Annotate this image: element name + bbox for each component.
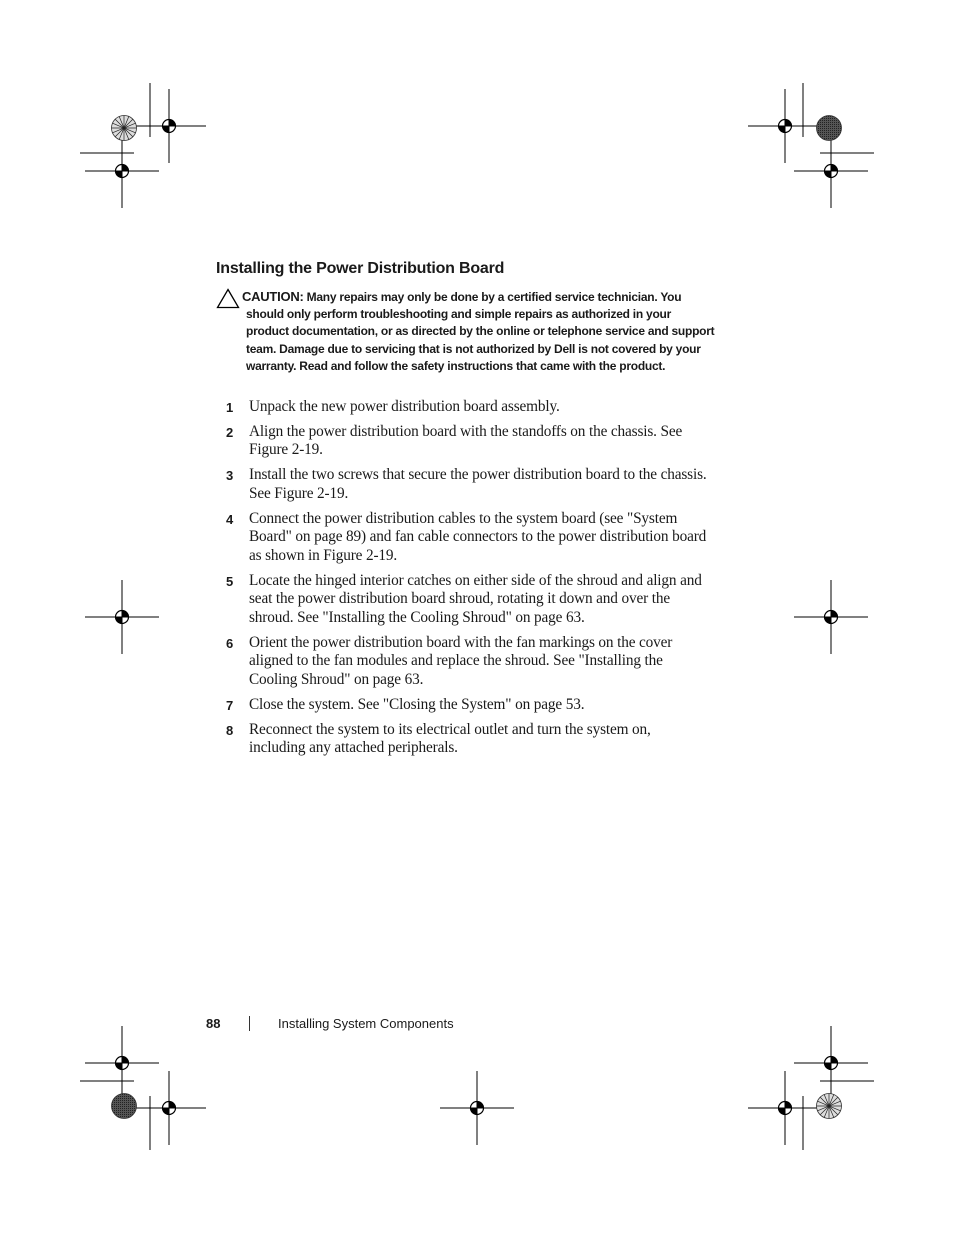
step-item bbox=[226, 721, 710, 758]
registration-mark-icon bbox=[748, 89, 822, 163]
registration-mark-icon bbox=[794, 134, 868, 208]
procedure-steps bbox=[226, 398, 710, 764]
registration-mark-icon bbox=[85, 134, 159, 208]
step-number: 6 bbox=[226, 635, 234, 651]
caution-notice bbox=[216, 288, 716, 375]
caution-label: CAUTION: bbox=[242, 289, 304, 304]
step-item bbox=[226, 466, 710, 503]
step-number: 1 bbox=[226, 400, 234, 415]
color-wheel-icon bbox=[112, 116, 137, 141]
registration-mark-icon bbox=[748, 1071, 822, 1145]
step-number: 3 bbox=[226, 468, 234, 484]
step-text: Install the two screws that secure the power distribution board to the chassis. See Figure 2-19. bbox=[249, 466, 707, 502]
step-text: Connect the power distribution cables to the system board (see "System Board" on page 89) and fan cable connectors to the power distribution board as shown in Figure 2-19. bbox=[249, 509, 707, 564]
step-item bbox=[226, 572, 710, 628]
registration-mark-icon bbox=[132, 89, 206, 163]
gray-target-icon bbox=[112, 1094, 137, 1119]
step-text: Align the power distribution board with the standoffs on the chassis. See Figure 2-19. bbox=[249, 422, 683, 459]
section-title: Installing the Power Distribution Board bbox=[216, 260, 505, 277]
color-wheel-icon bbox=[817, 1094, 842, 1119]
caution-message: Many repairs may only be done by a certified service technician. You should only perform troubleshooting and simple repairs as authorized in your product documentation, or as directed by the online or telephone service and support team. Damage due to servicing that is not authorized by Dell is not covered by your warranty. Read and follow the safety instructions that came with the product. bbox=[246, 290, 715, 373]
footer-divider bbox=[249, 1016, 250, 1031]
step-number: 8 bbox=[226, 722, 234, 738]
step-item bbox=[226, 423, 710, 460]
step-item bbox=[226, 398, 710, 417]
registration-mark-icon bbox=[794, 1026, 868, 1100]
registration-mark-icon bbox=[85, 580, 159, 654]
caution-text-block bbox=[242, 288, 716, 375]
gray-target-icon bbox=[817, 116, 842, 141]
step-text: Orient the power distribution board with the fan markings on the cover aligned to the fan modules and replace the shroud. See "Installing the Cooling Shroud" on page 63. bbox=[249, 633, 673, 689]
step-item bbox=[226, 634, 710, 690]
registration-mark-icon bbox=[440, 1071, 514, 1145]
step-item bbox=[226, 510, 710, 566]
step-number: 2 bbox=[226, 424, 234, 440]
page-number: 88 bbox=[206, 1016, 221, 1031]
step-number: 7 bbox=[226, 697, 234, 713]
footer-chapter-title: Installing System Components bbox=[278, 1016, 454, 1031]
step-number: 4 bbox=[226, 511, 234, 527]
step-text: Unpack the new power distribution board assembly. bbox=[249, 398, 560, 415]
registration-mark-icon bbox=[132, 1071, 206, 1145]
step-text: Reconnect the system to its electrical outlet and turn the system on, including any attached peripherals. bbox=[249, 720, 651, 757]
caution-triangle-icon bbox=[216, 288, 240, 309]
registration-mark-icon bbox=[794, 580, 868, 654]
step-text: Close the system. See "Closing the System" on page 53. bbox=[249, 695, 585, 713]
step-text: Locate the hinged interior catches on either side of the shroud and align and seat the power distribution board shroud, rotating it down and over the shroud. See "Installing the Cooling Shroud" on page 63. bbox=[249, 571, 702, 627]
step-item bbox=[226, 696, 710, 715]
step-number: 5 bbox=[226, 573, 234, 589]
registration-mark-icon bbox=[85, 1026, 159, 1100]
